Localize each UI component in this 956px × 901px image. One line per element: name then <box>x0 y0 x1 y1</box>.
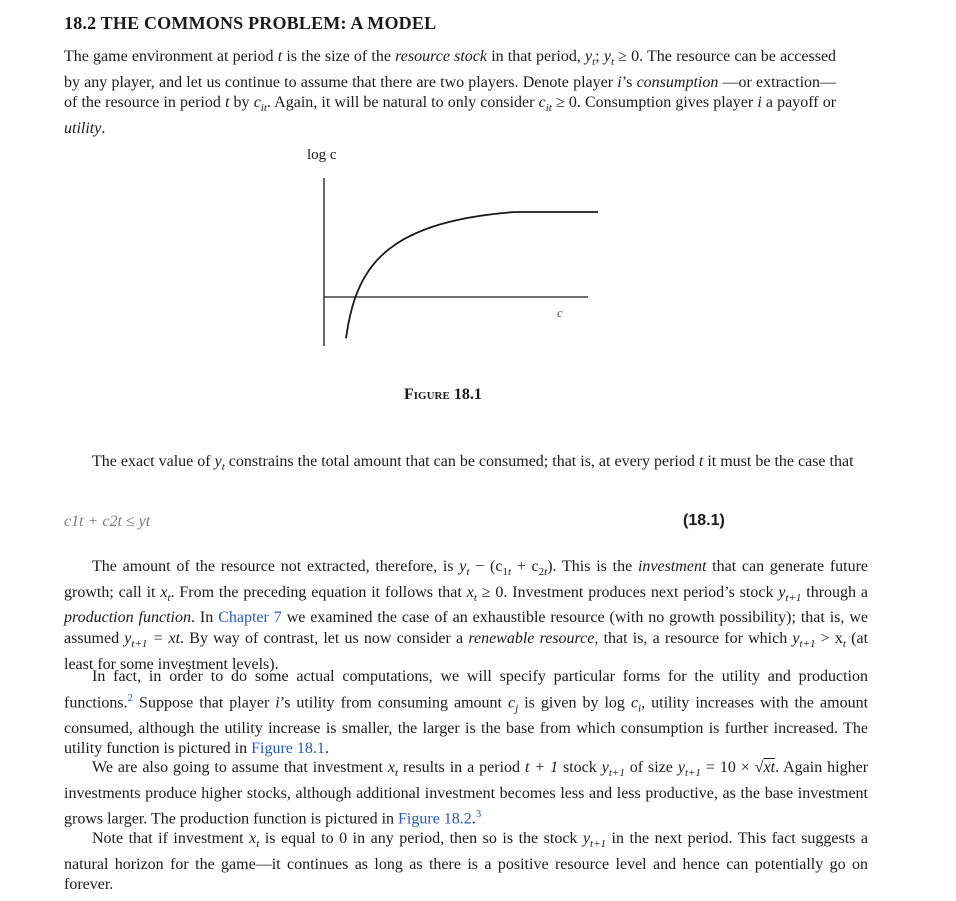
equation-number: (18.1) <box>683 512 725 529</box>
paragraph-constraint: The exact value of $y_t$ constrains the total amount that can be consumed; that is, at every period t it must be the case that <box>92 453 854 474</box>
footnote-3-link[interactable]: 3 <box>475 808 482 821</box>
chapter-7-link[interactable]: Chapter 7 <box>218 609 282 627</box>
paragraph-horizon: Note that if investment $x_t$ is equal to 0 in any period, then so is the stock $y_{t+1}$ in the next period. This fact suggests a natural horizon for the game—it continues as long as there is a positive resource level and hence can potentially go on forever. <box>64 830 869 894</box>
paragraph-intro: The game environment at period t is the size of the resource stock in that period, $y_t$; $y_t \ge 0$. The resource can be accessed by any player, and let us continue to assume that there are two players. Denote player i’s consumption —or extraction—of the resource in period t by $c_{it}$. Again, it will be natural to only consider $c_{it} \ge 0$. Consumption gives player i a payoff or utility. <box>64 48 837 137</box>
figure-18-1-link[interactable]: Figure 18.1 <box>251 740 325 758</box>
paragraph-investment: The amount of the resource not extracted, therefore, is $y_t - (c_{1t} + c_{2t})$. This is the investment that can generate future growth; call it $x_t$. From the preceding equation it follows that $x_t \ge 0$. Investment produces next period’s stock $y_{t+1}$ through a production function. In Chapter 7 we examined the case of an exhaustible resource (with no growth possibility); that is, we assumed $y_{t+1}$ = xt. By way of contrast, let us now consider a renewable resource, that is, a resource for which $y_{t+1} > x_t$ (at least for some investment levels). <box>64 558 869 673</box>
paragraph-production: We are also going to assume that investment $x_t$ results in a period t + 1 stock $y_{t+1}$ of size $y_{t+1} = 10 \times √xt$. Again higher investments produce higher stocks, although additional investment becomes less and less productive, as the base investment grows larger. The production function is pictured in Figure 18.2.$^3$ <box>64 759 869 828</box>
footnote-2-link[interactable]: 2 <box>127 691 134 704</box>
log-utility-plot <box>290 140 610 380</box>
x-axis-label: c <box>557 305 563 320</box>
figure-caption: Figure 18.1 <box>404 386 482 403</box>
y-axis-label: log c <box>307 147 337 163</box>
equation-18-1: c1t + c2t ≤ yt <box>64 513 151 530</box>
paragraph-utility: In fact, in order to do some actual computations, we will specify particular forms for the utility and production functions.$^2$ Suppose that player i’s utility from consuming amount $c_j$ is given by $\log c_i$, utility increases with the amount consumed, although the utility increase is smaller, the larger is the base from which consumption is further increased. The utility function is pictured in Figure 18.1. <box>64 668 869 758</box>
figure-18-1 <box>290 140 610 380</box>
section-heading: 18.2 THE COMMONS PROBLEM: A MODEL <box>64 13 437 33</box>
figure-18-2-link[interactable]: Figure 18.2 <box>398 810 472 828</box>
